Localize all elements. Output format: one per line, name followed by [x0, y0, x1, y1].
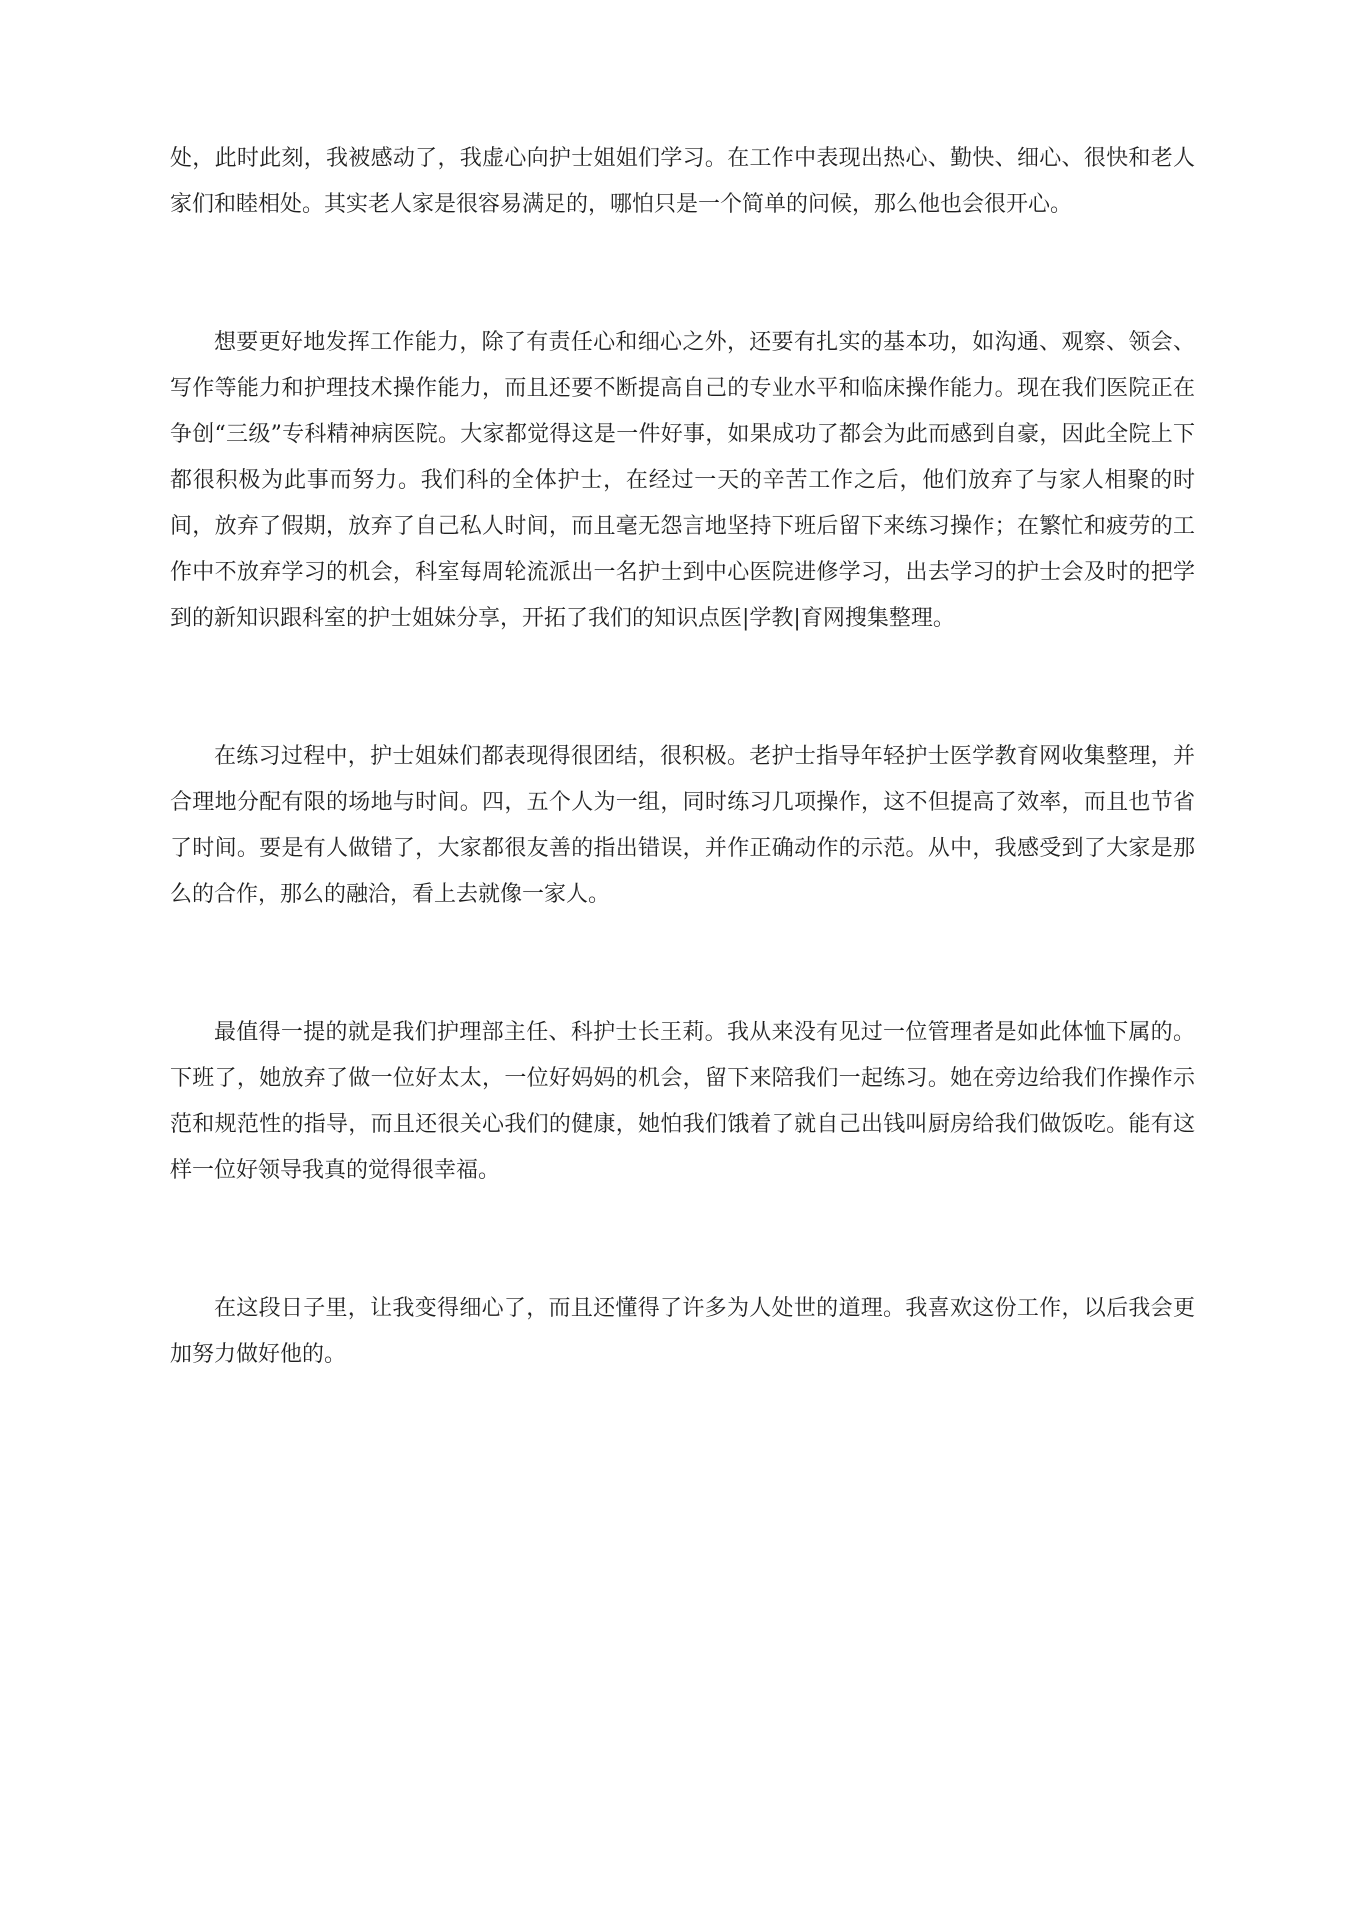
- paragraph-practice-process: 在练习过程中，护士姐妹们都表现得很团结，很积极。老护士指导年轻护士医学教育网收集整理，并合理地分配有限的场地与时间。四，五个人为一组，同时练习几项操作，这不但提高了效率，而且也节省了时间。要是有人做错了，大家都很友善的指出错误，并作正确动作的示范。从中，我感受到了大家是那么的合作，那么的融洽，看上去就像一家人。: [170, 744, 1195, 907]
- paragraph-work-ability: 想要更好地发挥工作能力，除了有责任心和细心之外，还要有扎实的基本功，如沟通、观察、领会、写作等能力和护理技术操作能力，而且还要不断提高自己的专业水平和临床操作能力。现在我们医院正在争创“三级”专科精神病医院。大家都觉得这是一件好事，如果成功了都会为此而感到自豪，因此全院上下都很积极为此事而努力。我们科的全体护士，在经过一天的辛苦工作之后，他们放弃了与家人相聚的时间，放弃了假期，放弃了自己私人时间，而且毫无怨言地坚持下班后留下来练习操作；在繁忙和疲劳的工作中不放弃学习的机会，科室每周轮流派出一名护士到中心医院进修学习，出去学习的护士会及时的把学到的新知识跟科室的护士姐妹分享，开拓了我们的知识点医|学教|育网搜集整理。: [170, 330, 1195, 631]
- paragraph-head-nurse: 最值得一提的就是我们护理部主任、科护士长王莉。我从来没有见过一位管理者是如此体恤下属的。下班了，她放弃了做一位好太太，一位好妈妈的机会，留下来陪我们一起练习。她在旁边给我们作操作示范和规范性的指导，而且还很关心我们的健康，她怕我们饿着了就自己出钱叫厨房给我们做饭吃。能有这样一位好领导我真的觉得很幸福。: [170, 1020, 1195, 1183]
- paragraph-continuation: 处，此时此刻，我被感动了，我虚心向护士姐姐们学习。在工作中表现出热心、勤快、细心、很快和老人家们和睦相处。其实老人家是很容易满足的，哪怕只是一个简单的问候，那么他也会很开心。: [170, 146, 1195, 217]
- paragraph-conclusion: 在这段日子里，让我变得细心了，而且还懂得了许多为人处世的道理。我喜欢这份工作，以后我会更加努力做好他的。: [170, 1296, 1195, 1367]
- document-body: [170, 136, 1195, 1378]
